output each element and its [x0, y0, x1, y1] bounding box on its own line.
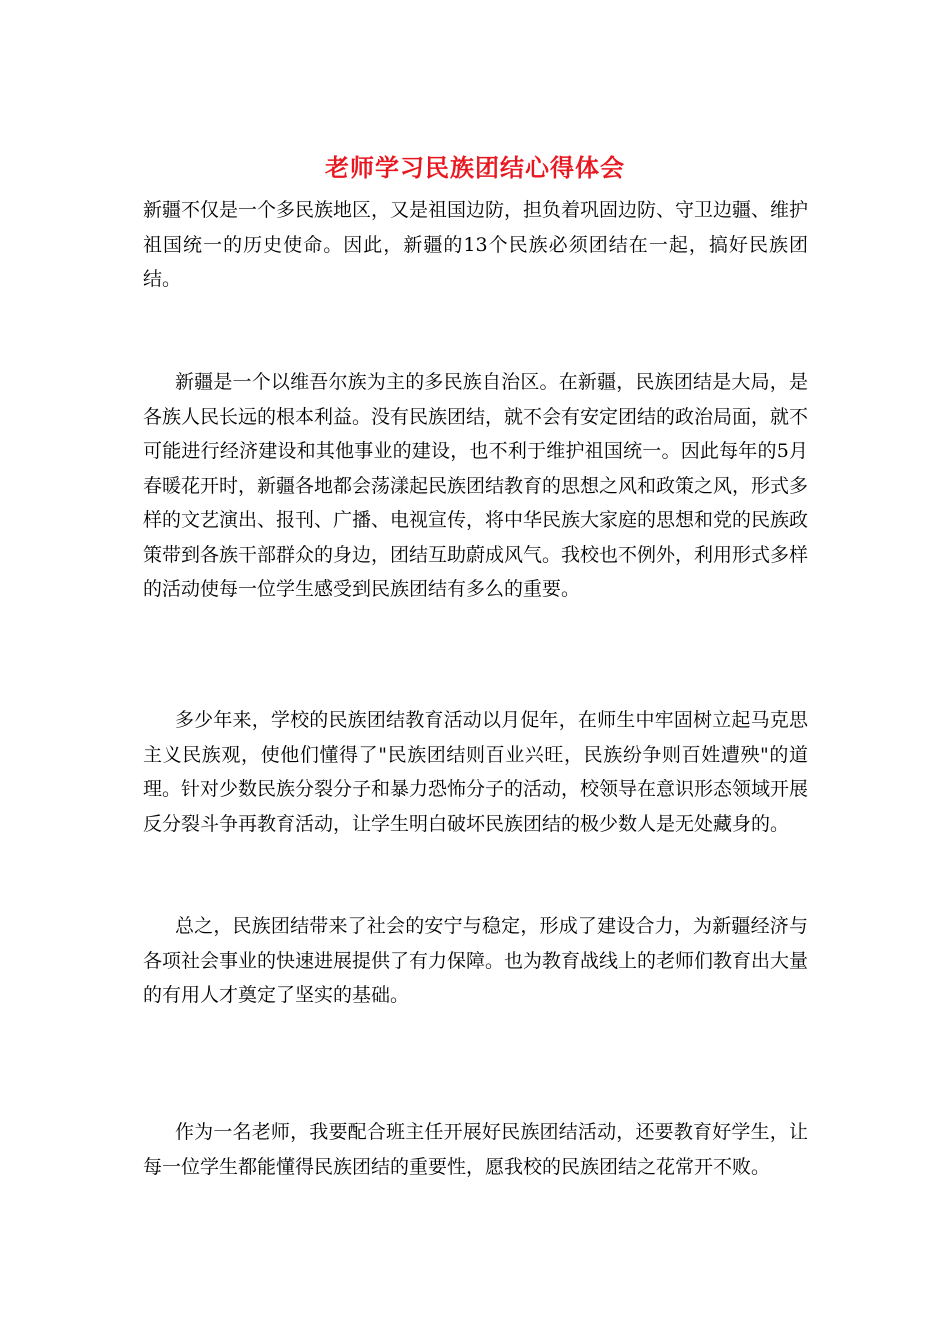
paragraph-2: 新疆是一个以维吾尔族为主的多民族自治区。在新疆，民族团结是大局，是各族人民长远的根本利益。没有民族团结，就不会有安定团结的政治局面，就不可能进行经济建设和其他事业的建设，也不利于维护祖国统一。因此每年的5月春暖花开时，新疆各地都会荡漾起民族团结教育的思想之风和政策之风，形式多样的文艺演出、报刊、广播、电视宣传，将中华民族大家庭的思想和党的民族政策带到各族干部群众的身边，团结互助蔚成风气。我校也不例外，利用形式多样的活动使每一位学生感受到民族团结有多么的重要。	[143, 371, 809, 600]
paragraph-4: 总之，民族团结带来了社会的安宁与稳定，形成了建设合力，为新疆经济与各项社会事业的快速进展提供了有力保障。也为教育战线上的老师们教育出大量的有用人才奠定了坚实的基础。	[143, 915, 809, 1006]
paragraph-3: 多少年来，学校的民族团结教育活动以月促年，在师生中牢固树立起马克思主义民族观，使他们懂得了"民族团结则百业兴旺，民族纷争则百姓遭殃"的道理。针对少数民族分裂分子和暴力恐怖分子的活动，校领导在意识形态领域开展反分裂斗争再教育活动，让学生明白破坏民族团结的极少数人是无处藏身的。	[143, 709, 809, 835]
paragraph-1: 新疆不仅是一个多民族地区，又是祖国边防，担负着巩固边防、守卫边疆、维护祖国统一的历史使命。因此，新疆的13个民族必须团结在一起，搞好民族团结。	[143, 199, 809, 290]
paragraph-5: 作为一名老师，我要配合班主任开展好民族团结活动，还要教育好学生，让每一位学生都能懂得民族团结的重要性，愿我校的民族团结之花常开不败。	[143, 1121, 808, 1178]
document-title: 老师学习民族团结心得体会	[325, 153, 625, 182]
